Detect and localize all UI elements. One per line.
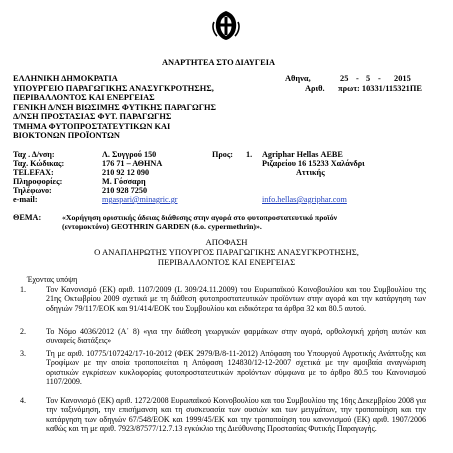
contact-value: 210 928 7250 — [102, 186, 148, 195]
page-title: ΑΝΑΡΤΗΤΕΑ ΣΤΟ ΔΙΑΥΓΕΙΑ — [162, 58, 276, 67]
contact-email-link[interactable]: mgaspari@minagric.gr — [102, 195, 178, 204]
contact-label: e-mail: — [13, 195, 38, 204]
item-text: Το Νόμο 4036/2012 (Α΄ 8) «για την διάθεση γεωργικών φαρμάκων στην αγορά, ορθολογική χρήση αυτών και συναφείς διατάξεις» — [46, 327, 426, 346]
contact-value: Λ. Συγγρού 150 — [102, 150, 157, 159]
ministry-line: ΕΛΛΗΝΙΚΗ ΔΗΜΟΚΡΑΤΙΑ — [13, 74, 118, 83]
item-text: Τον Κανονισμό (ΕΚ) αριθ. 1107/2009 (L 309/24.11.2009) του Ευρωπαϊκού Κοινοβουλίου και του Συμβουλίου της 21ης Οκτωβρίου 2009 σχετικά με τη διάθεση φυτοπροστατευτικών προϊόντων στην αγορά και την κατάργηση των οδηγιών 79/117/ΕΟΚ και 91/414/ΕΟΚ του Συμβουλίου και ειδικότερα τα άρθρα 32 και 80.5 αυτού. — [46, 285, 426, 313]
item-number: 1. — [20, 285, 26, 294]
decision-authority: ΠΕΡΙΒΑΛΛΟΝΤΟΣ ΚΑΙ ΕΝΕΡΓΕΙΑΣ — [157, 257, 296, 267]
contact-label: Πληροφορίες: — [13, 177, 63, 186]
recipient-number: 1. — [246, 150, 253, 159]
date-sep: - — [378, 74, 381, 83]
ministry-line: ΒΙΟΚΤΟΝΩΝ ΠΡΟΪΟΝΤΩΝ — [13, 131, 120, 140]
date-day: 25 — [340, 74, 349, 83]
contact-label: Ταχ . Δ/νση: — [13, 150, 55, 159]
ministry-line: ΠΕΡΙΒΑΛΛΟΝΤΟΣ ΚΑΙ ΕΝΕΡΓΕΙΑΣ — [13, 93, 155, 102]
contact-value: 210 92 12 090 — [102, 168, 150, 177]
contact-value: 176 71 – ΑΘΗΝΑ — [102, 159, 163, 168]
contact-label: Τηλέφωνο: — [13, 186, 52, 195]
contact-label: TELEFAX: — [13, 168, 54, 177]
protocol-label: Αριθ. — [305, 84, 325, 93]
recipient-address: Ριζαρείου 16 15233 Χαλάνδρι — [262, 159, 365, 168]
recipient-region: Αττικής — [296, 168, 325, 177]
contact-value: Μ. Γόσσαρη — [102, 177, 146, 186]
item-text: Τη με αριθ. 10775/107242/17-10-2012 (ΦΕΚ 2979/Β/8-11-2012) Απόφαση του Υπουργού Αγροτικής Ανάπτυξης και Τροφίμων με την οποία τροποποιείται η Απόφαση 124830/12-12-2007 σχετικά με την αμοιβαία αναγνώριση οριστικών εγκρίσεων κυκλοφορίας φυτοπροστατευτικών προϊόντων σύμφωνα με το άρθρο 80.5 του Κανονισμού 1107/2009. — [46, 349, 426, 387]
item-text: Τον Κανονισμό (ΕΚ) αριθ. 1272/2008 Ευρωπαϊκού Κοινοβουλίου και του Συμβουλίου της 16ης Δεκεμβρίου 2008 για την ταξινόμηση, την επισήμανση και τη συσκευασία των ουσιών και των μειγμάτων, την τροποποίηση και την κατάργηση των οδηγιών 67/548/ΕΟΚ και 1999/45/ΕΚ και την τροποποίηση του κανονισμού (ΕΚ) αριθ. 1907/2006 καθώς και τη με αριθ. 7923/87577/12.7.13 εγκύκλιο της Διεύθυνσης Προστασίας Φυτικής Παραγωγής. — [46, 396, 426, 434]
considering-heading: Έχοντας υπόψη — [27, 275, 78, 284]
ministry-line: ΤΜΗΜΑ ΦΥΤΟΠΡΟΣΤΑΤΕΥΤΙΚΩΝ ΚΑΙ — [13, 121, 171, 131]
greek-emblem-icon — [209, 8, 243, 42]
place: Αθηνα, — [285, 74, 311, 83]
to-label: Προς: — [212, 150, 234, 159]
contact-label: Ταχ. Κώδικας: — [13, 159, 65, 168]
ministry-line: Δ/ΝΣΗ ΠΡΟΣΤΑΣΙΑΣ ΦΥΤ. ΠΑΡΑΓΩΓΗΣ — [13, 112, 172, 121]
ministry-line: ΓΕΝΙΚΗ Δ/ΝΣΗ ΒΙΩΣΙΜΗΣ ΦΥΤΙΚΗΣ ΠΑΡΑΓΩΓΗΣ — [13, 102, 217, 112]
protocol-number: πρωτ: 10331/115321ΠΕ — [338, 84, 422, 93]
recipient-email-link[interactable]: info.hellas@agriphar.com — [262, 195, 347, 204]
subject-text: «Χορήγηση οριστικής άδειας διάθεσης στην αγορά στο φυτοπροστατευτικό προϊόν — [62, 213, 338, 222]
decision-authority: Ο ΑΝΑΠΛΗΡΩΤΗΣ ΥΠΟΥΡΓΟΣ ΠΑΡΑΓΩΓΙΚΗΣ ΑΝΑΣΥΓΚΡΟΤΗΣΗΣ, — [94, 247, 359, 257]
date-year: 2015 — [394, 74, 411, 83]
item-number: 2. — [20, 327, 26, 336]
item-number: 4. — [20, 396, 26, 405]
subject-text: (εντομοκτόνο) GEOTHRIN GARDEN (δ.ο. cypermethrin)». — [62, 222, 262, 231]
decision-title: ΑΠΟΦΑΣΗ — [205, 237, 248, 247]
ministry-line: ΥΠΟΥΡΓΕΙΟ ΠΑΡΑΓΩΓΙΚΗΣ ΑΝΑΣΥΓΚΡΟΤΗΣΗΣ, — [13, 83, 214, 93]
item-number: 3. — [20, 349, 26, 358]
date-sep: - — [356, 74, 359, 83]
date-month: 5 — [366, 74, 371, 83]
subject-label: ΘΕΜΑ: — [13, 213, 42, 222]
recipient-name: Agriphar Hellas ΑΕΒΕ — [262, 150, 343, 159]
